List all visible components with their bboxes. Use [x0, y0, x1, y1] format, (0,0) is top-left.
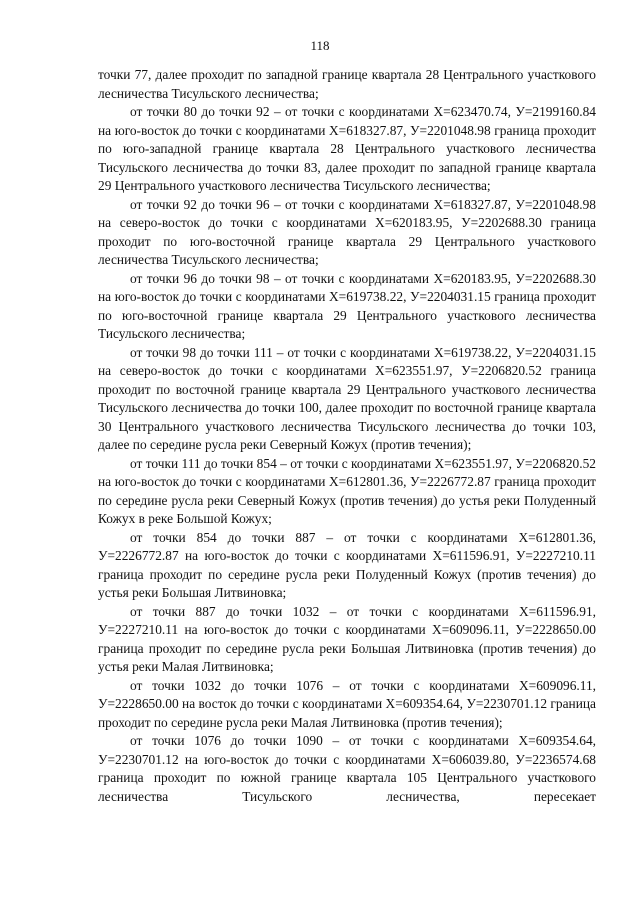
paragraph: от точки 96 до точки 98 – от точки с координатами Х=620183.95, У=2202688.30 на юго-восток до точки с координатами Х=619738.22, У=2204031.15 граница проходит по юго-восточной границе квартала 29 Центрального участкового лесничества Тисульского лесничества;: [98, 270, 596, 341]
paragraph: от точки 111 до точки 854 – от точки с координатами Х=623551.97, У=2206820.52 на юго-восток до точки с координатами Х=612801.36, У=2226772.87 граница проходит по середине русла реки Северный Кожух (против течения) до устья реки Полуденный Кожух в реке Большой Кожух;: [98, 455, 596, 526]
paragraph: от точки 887 до точки 1032 – от точки с координатами Х=611596.91, У=2227210.11 на юго-восток до точки с координатами Х=609096.11, У=2228650.00 граница проходит по середине русла реки Большая Литвиновка (против течения) до устья реки Малая Литвиновка;: [98, 603, 596, 674]
paragraph: от точки 80 до точки 92 – от точки с координатами Х=623470.74, У=2199160.84 на юго-восток до точки с координатами Х=618327.87, У=2201048.98 граница проходит по юго-западной границе квартала 28 Центрального участкового лесничества Тисульского лесничества до точки 83, далее проходит по западной границе квартала 29 Центрального участкового лесничества Тисульского лесничества;: [98, 104, 596, 193]
paragraph: от точки 92 до точки 96 – от точки с координатами Х=618327.87, У=2201048.98 на северо-восток до точки с координатами Х=620183.95, У=2202688.30 граница проходит по юго-восточной границе квартала 29 Центрального участкового лесничества Тисульского лесничества;: [98, 196, 596, 267]
document-body: [98, 66, 596, 806]
paragraph: от точки 854 до точки 887 – от точки с координатами Х=612801.36, У=2226772.87 на юго-восток до точки с координатами Х=611596.91, У=2227210.11 граница проходит по середине русла реки Полуденный Кожух (против течения) до устья реки Большая Литвиновка;: [98, 529, 596, 600]
paragraph: от точки 1032 до точки 1076 – от точки с координатами Х=609096.11, У=2228650.00 на восток до точки с координатами Х=609354.64, У=2230701.12 граница проходит по середине русла реки Малая Литвиновка (против течения);: [98, 677, 596, 730]
paragraph: от точки 98 до точки 111 – от точки с координатами Х=619738.22, У=2204031.15 на северо-восток до точки с координатами Х=623551.97, У=2206820.52 граница проходит по восточной границе квартала 29 Центрального участкового лесничества Тисульского лесничества до точки 100, далее проходит по восточной границе квартала 30 Центрального участкового лесничества Тисульского лесничества до точки 103, далее по середине русла реки Северный Кожух (против течения);: [98, 344, 596, 452]
page-number: 118: [310, 38, 330, 53]
paragraph-continuation: точки 77, далее проходит по западной границе квартала 28 Центрального участкового лесничества Тисульского лесничества;: [98, 67, 596, 101]
paragraph: от точки 1076 до точки 1090 – от точки с координатами Х=609354.64, У=2230701.12 на юго-восток до точки с координатами Х=606039.80, У=2236574.68 граница проходит по южной границе квартала 105 Центрального участкового лесничества Тисульского лесничества, пересекает: [98, 733, 596, 804]
